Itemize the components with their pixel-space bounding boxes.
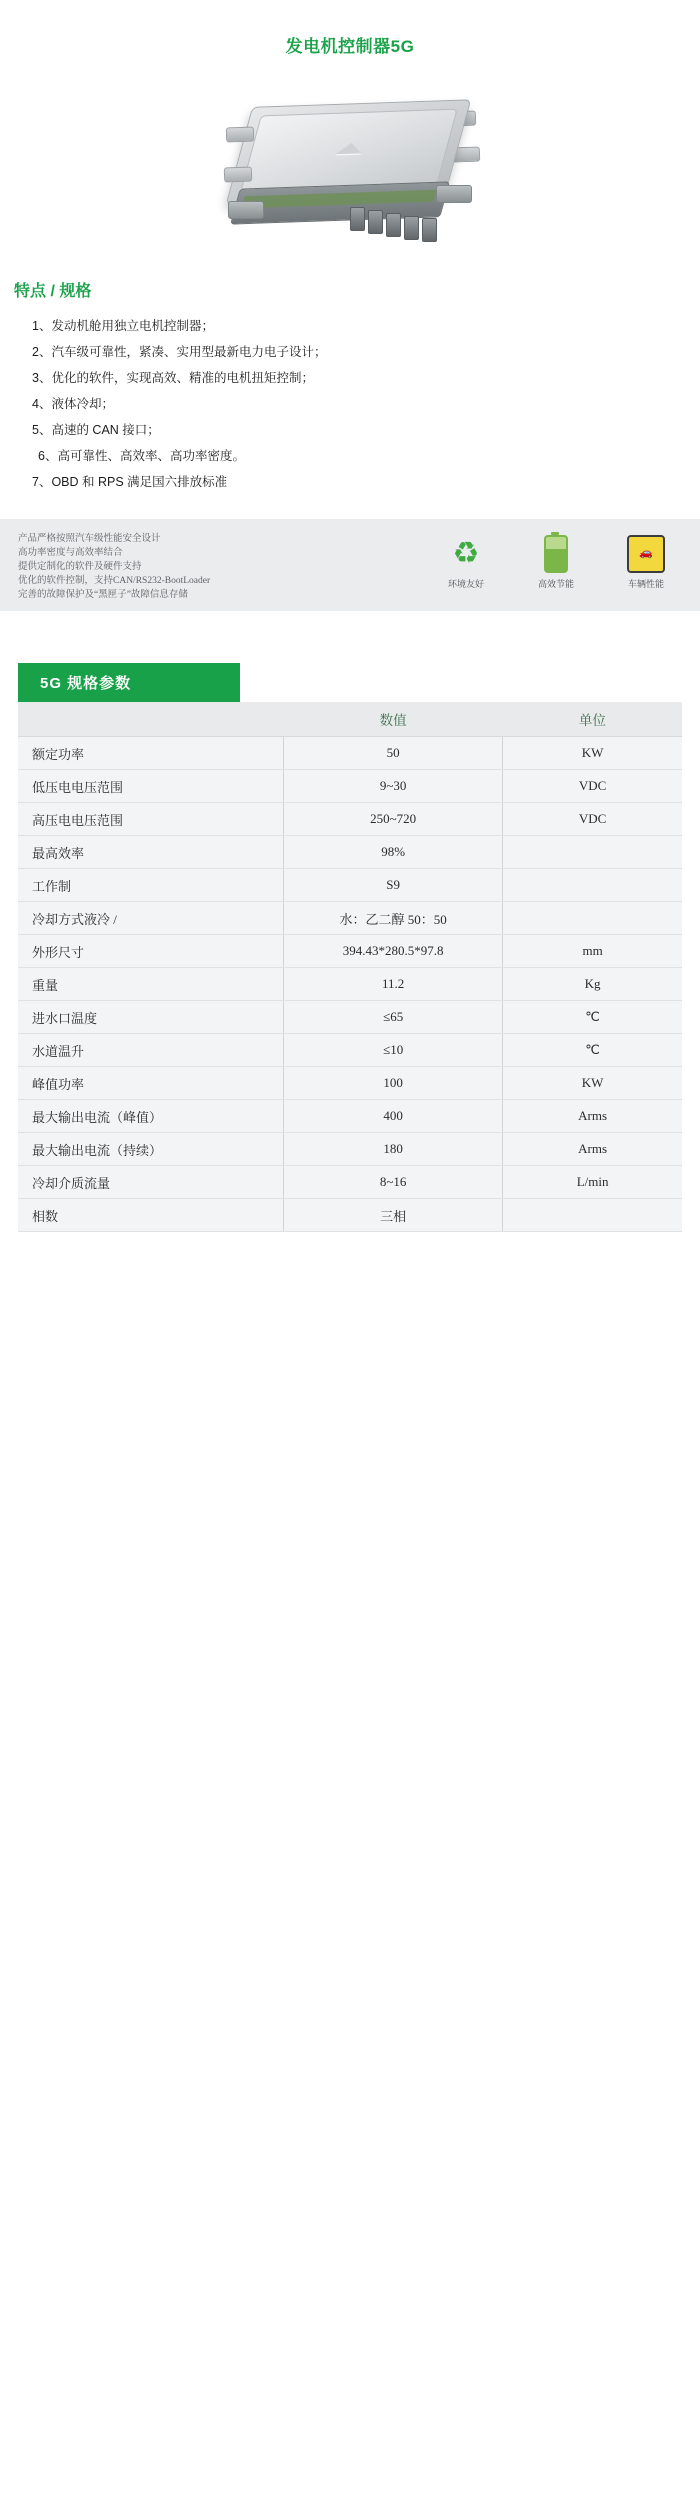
band-line: 优化的软件控制，支持CAN/RS232-BootLoader (18, 576, 211, 586)
cell-unit: L/min (503, 1166, 682, 1199)
cell-unit: Arms (503, 1100, 682, 1133)
list-item: 5、高速的 CAN 接口； (32, 423, 160, 437)
badge-group (434, 533, 678, 590)
spec-section (18, 663, 682, 1232)
table-row (18, 1133, 682, 1166)
cell-value: 8~16 (284, 1166, 503, 1199)
list-item: 2、汽车级可靠性，紧凑、实用型最新电力电子设计； (32, 345, 327, 359)
cell-value: 11.2 (284, 968, 503, 1001)
connector-port (422, 218, 437, 242)
table-row (18, 770, 682, 803)
cell-value: 98% (284, 836, 503, 869)
cell-value: 9~30 (284, 770, 503, 803)
mount-tab (226, 127, 255, 143)
battery-icon (524, 533, 588, 575)
mount-tab (224, 167, 253, 183)
page-title: 发电机控制器5G (285, 37, 415, 56)
features-heading: 特点 / 规格 (14, 283, 92, 300)
cell-label: 外形尺寸 (18, 935, 284, 968)
cell-value: 50 (284, 737, 503, 770)
column-header-value: 数值 (284, 702, 503, 737)
band-line: 完善的故障保护及“黑匣子”故障信息存储 (18, 590, 188, 600)
badge-label: 环境友好 (447, 579, 484, 589)
cell-label: 冷却介质流量 (18, 1166, 284, 1199)
mount-foot (228, 201, 264, 219)
list-item: 1、发动机舱用独立电机控制器； (32, 319, 214, 333)
table-row (18, 803, 682, 836)
cell-label: 进水口温度 (18, 1001, 284, 1034)
spec-title: 5G 规格参数 (18, 663, 240, 702)
cell-label: 重量 (18, 968, 284, 1001)
cell-label: 高压电电压范围 (18, 803, 284, 836)
cell-unit (503, 869, 682, 902)
device-emblem-icon (335, 142, 364, 154)
cell-value: 三相 (284, 1199, 503, 1232)
table-row (18, 1067, 682, 1100)
cell-value: ≤65 (284, 1001, 503, 1034)
cell-value: ≤10 (284, 1034, 503, 1067)
table-row (18, 836, 682, 869)
band-line: 提供定制化的软件及硬件支持 (18, 562, 142, 572)
cell-unit: mm (503, 935, 682, 968)
table-row (18, 1166, 682, 1199)
features-list (0, 313, 700, 495)
band-line: 产品严格按照汽车级性能安全设计 (18, 534, 161, 544)
cell-unit: Kg (503, 968, 682, 1001)
cell-unit: KW (503, 737, 682, 770)
cell-label: 低压电电压范围 (18, 770, 284, 803)
cell-value: 250~720 (284, 803, 503, 836)
connector-port (368, 210, 383, 234)
cell-value: 180 (284, 1133, 503, 1166)
cell-unit (503, 902, 682, 935)
controller-device-illustration (200, 81, 500, 241)
spec-table (18, 702, 682, 1232)
cell-unit: VDC (503, 770, 682, 803)
cell-unit (503, 836, 682, 869)
device-lid (240, 109, 458, 192)
cell-label: 冷却方式液冷 / (18, 902, 284, 935)
list-item: 3、优化的软件，实现高效、精准的电机扭矩控制； (32, 371, 314, 385)
column-header-name (18, 702, 284, 737)
badge-vehicle (614, 533, 678, 590)
cell-unit: ℃ (503, 1001, 682, 1034)
table-row (18, 902, 682, 935)
badge-eco (434, 533, 498, 590)
cell-unit: KW (503, 1067, 682, 1100)
cell-label: 最大输出电流（持续） (18, 1133, 284, 1166)
badge-label: 车辆性能 (627, 579, 664, 589)
recycle-icon: ♻ (452, 537, 480, 570)
band-line: 高功率密度与高效率结合 (18, 548, 123, 558)
cell-value: 100 (284, 1067, 503, 1100)
badge-efficiency (524, 533, 588, 590)
connector-port (386, 213, 401, 237)
cell-value: 水：乙二醇 50：50 (284, 902, 503, 935)
cell-label: 相数 (18, 1199, 284, 1232)
cell-label: 最大输出电流（峰值） (18, 1100, 284, 1133)
table-row (18, 935, 682, 968)
cell-unit (503, 1199, 682, 1232)
table-row (18, 869, 682, 902)
connector-port (350, 207, 365, 231)
mount-foot (436, 185, 472, 203)
cell-label: 水道温升 (18, 1034, 284, 1067)
cell-unit: Arms (503, 1133, 682, 1166)
spec-table-body (18, 737, 682, 1232)
badge-label: 高效节能 (537, 579, 574, 589)
list-item: 7、OBD 和 RPS 满足国六排放标准 (32, 475, 228, 489)
cell-unit: ℃ (503, 1034, 682, 1067)
table-row (18, 968, 682, 1001)
band-text-block (18, 532, 210, 602)
list-item: 6、高可靠性、高效率、高功率密度。 (38, 449, 245, 463)
highlight-band (0, 519, 700, 611)
product-image (0, 71, 700, 256)
column-header-unit: 单位 (503, 702, 682, 737)
table-row (18, 1001, 682, 1034)
list-item: 4、液体冷却； (32, 397, 114, 411)
cell-value: 394.43*280.5*97.8 (284, 935, 503, 968)
cell-label: 最高效率 (18, 836, 284, 869)
cell-label: 工作制 (18, 869, 284, 902)
cell-value: S9 (284, 869, 503, 902)
table-row (18, 1199, 682, 1232)
product-page (0, 0, 700, 1232)
table-row (18, 1100, 682, 1133)
table-row (18, 1034, 682, 1067)
table-row (18, 737, 682, 770)
table-header-row (18, 702, 682, 737)
connector-port (404, 216, 419, 240)
cell-label: 额定功率 (18, 737, 284, 770)
cell-unit: VDC (503, 803, 682, 836)
road-sign-icon: 🚗 (614, 533, 678, 575)
cell-value: 400 (284, 1100, 503, 1133)
cell-label: 峰值功率 (18, 1067, 284, 1100)
